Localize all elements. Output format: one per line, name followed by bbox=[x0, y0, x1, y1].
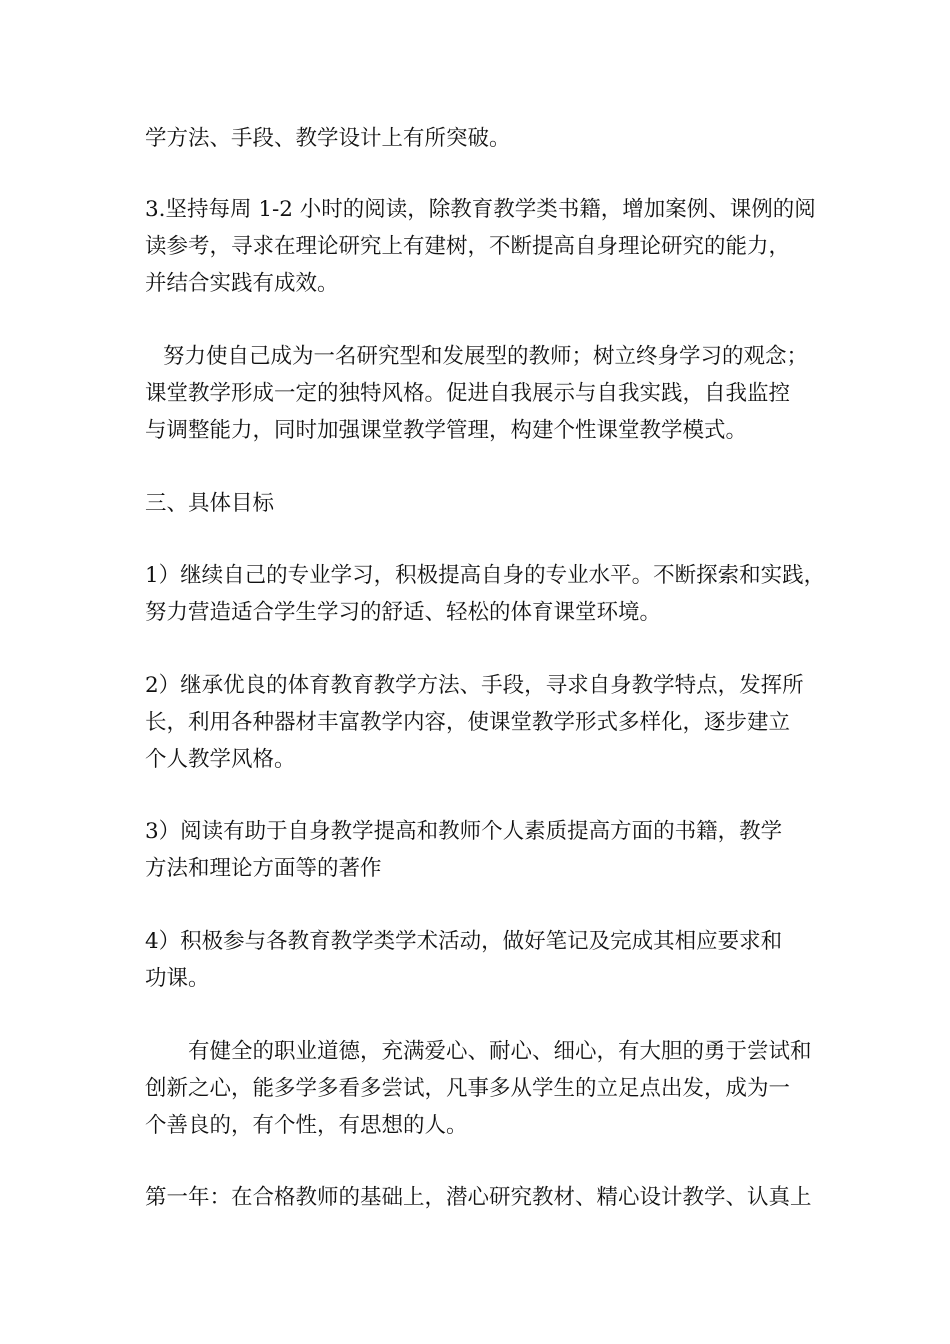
text-line: 创新之心，能多学多看多尝试，凡事多从学生的立足点出发，成为一 bbox=[145, 1076, 791, 1101]
text-line: 学方法、手段、教学设计上有所突破。 bbox=[145, 126, 511, 151]
section-heading: 三、具体目标 bbox=[145, 491, 275, 516]
text-line: 功课。 bbox=[145, 966, 210, 991]
text-line: 努力营造适合学生学习的舒适、轻松的体育课堂环境。 bbox=[145, 600, 662, 625]
text-line: 个人教学风格。 bbox=[145, 747, 296, 772]
text-line: 长，利用各种器材丰富教学内容，使课堂教学形式多样化，逐步建立 bbox=[145, 710, 791, 735]
text-line: 努力使自己成为一名研究型和发展型的教师；树立终身学习的观念； bbox=[163, 344, 809, 369]
text-line: 与调整能力，同时加强课堂教学管理，构建个性课堂教学模式。 bbox=[145, 418, 748, 443]
text-line: 1）继续自己的专业学习，积极提高自身的专业水平。不断探索和实践， bbox=[145, 563, 826, 588]
text-line: 4）积极参与各教育教学类学术活动，做好笔记及完成其相应要求和 bbox=[145, 929, 783, 954]
text-line: 个善良的，有个性，有思想的人。 bbox=[145, 1113, 468, 1138]
text-line: 3.坚持每周 1-2 小时的阅读，除教育教学类书籍，增加案例、课例的阅 bbox=[145, 197, 816, 222]
text-line: 2）继承优良的体育教育教学方法、手段，寻求自身教学特点，发挥所 bbox=[145, 673, 804, 698]
text-line: 课堂教学形成一定的独特风格。促进自我展示与自我实践，自我监控 bbox=[145, 381, 791, 406]
text-line: 读参考，寻求在理论研究上有建树，不断提高自身理论研究的能力， bbox=[145, 234, 791, 259]
text-line: 第一年：在合格教师的基础上，潜心研究教材、精心设计教学、认真上 bbox=[145, 1185, 812, 1210]
text-line: 有健全的职业道德，充满爱心、耐心、细心，有大胆的勇于尝试和 bbox=[188, 1039, 812, 1064]
text-line: 3）阅读有助于自身教学提高和教师个人素质提高方面的书籍，教学 bbox=[145, 819, 783, 844]
text-line: 并结合实践有成效。 bbox=[145, 271, 339, 296]
text-line: 方法和理论方面等的著作 bbox=[145, 856, 382, 881]
